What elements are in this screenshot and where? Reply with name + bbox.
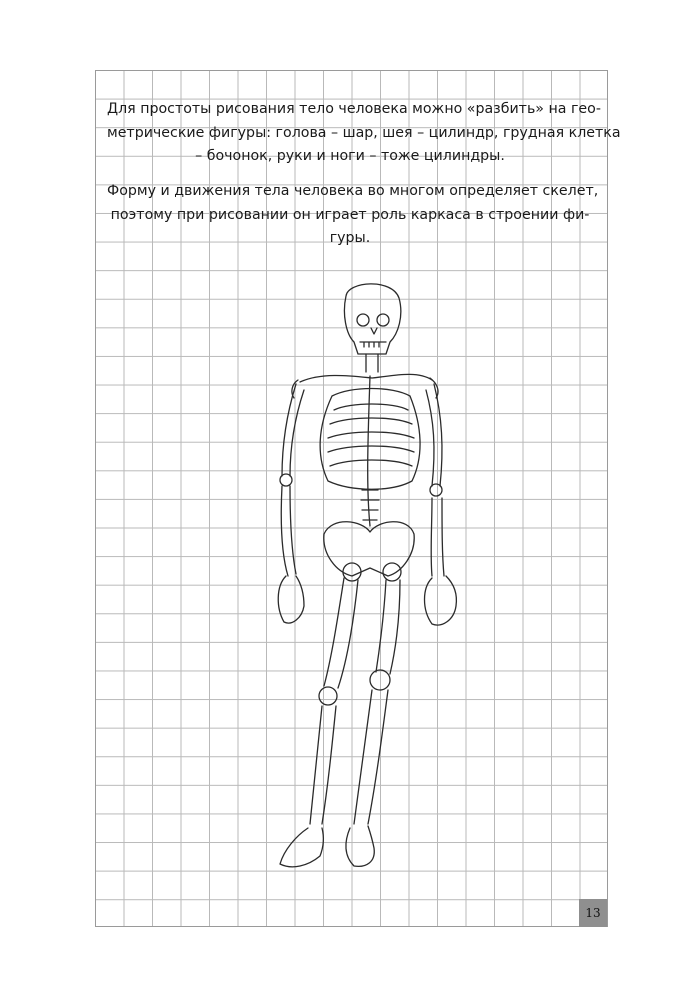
text-line: поэтому при рисовании он играет роль каркаса в строении фи- bbox=[110, 206, 590, 223]
text-line: Форму и движения тела человека во многом определяет скелет, bbox=[107, 183, 599, 199]
text-line: гуры. bbox=[329, 230, 371, 246]
page-number: 13 bbox=[579, 899, 607, 927]
paragraph-geometric-shapes bbox=[107, 98, 621, 169]
skeleton-drawing-icon bbox=[262, 276, 472, 876]
text-line: Для простоты рисования тело человека можно «разбить» на гео- bbox=[107, 101, 601, 117]
text-line: метрические фигуры: голова – шар, шея – цилиндр, грудная клетка bbox=[107, 124, 621, 141]
paragraph-skeleton bbox=[107, 180, 599, 251]
text-line: – бочонок, руки и ноги – тоже цилиндры. bbox=[195, 148, 505, 164]
